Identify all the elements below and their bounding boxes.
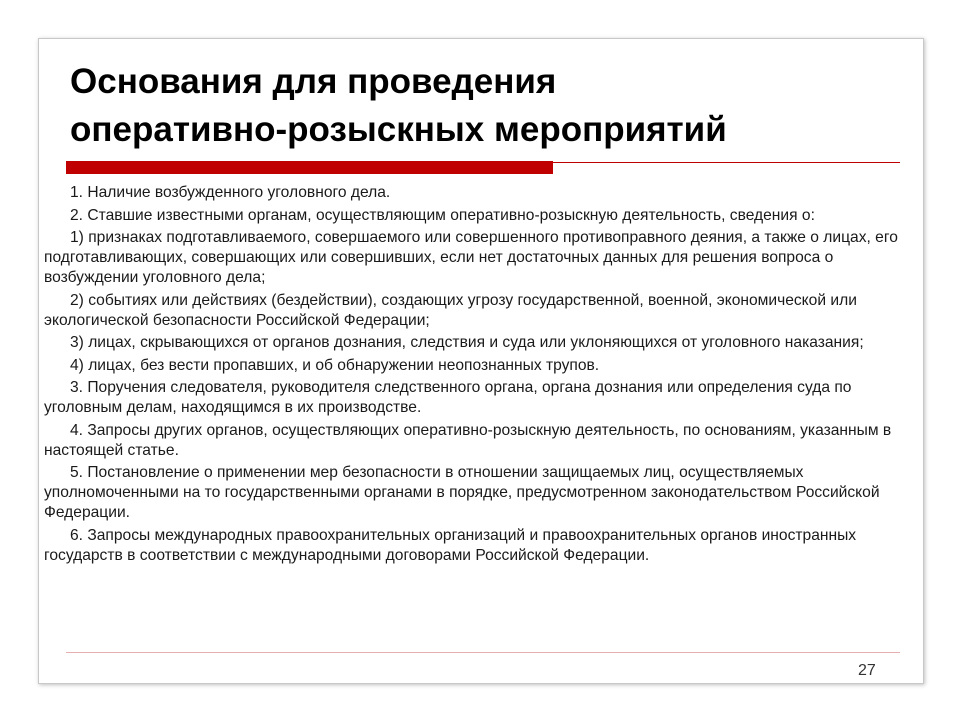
body-paragraph: 4. Запросы других органов, осуществляющих оперативно-розыскную деятельность, по основаниям, указанным в настоящей статье. — [44, 421, 892, 459]
slide-title-line-2: оперативно-розыскных мероприятий — [70, 110, 727, 149]
body-paragraph: 6. Запросы международных правоохранительных организаций и правоохранительных органов иностранных государств в соответствии с международными договорами Российской Федерации. — [44, 526, 857, 564]
footer-divider — [66, 652, 900, 653]
slide-title — [70, 58, 890, 154]
body-paragraph: 2) событиях или действиях (бездействии), создающих угрозу государственной, военной, экономической или экологической безопасности Российской Федерации; — [44, 291, 857, 329]
body-paragraph: 1) признаках подготавливаемого, совершаемого или совершенного противоправного деяния, а также о лицах, его подготавливающих, совершающих или совершивших, если нет достаточных данных для решения вопроса о возбуждении уголовного дела; — [44, 229, 898, 286]
slide-body — [44, 183, 926, 568]
title-accent-bar — [66, 161, 553, 174]
body-paragraph: 1. Наличие возбужденного уголовного дела. — [70, 184, 391, 201]
body-paragraph: 3) лицах, скрывающихся от органов дознания, следствия и суда или уклоняющихся от уголовного наказания; — [70, 334, 864, 351]
body-paragraph: 4) лицах, без вести пропавших, и об обнаружении неопознанных трупов. — [70, 356, 600, 374]
body-paragraph: 2. Ставшие известными органам, осуществляющим оперативно-розыскную деятельность, сведения о: — [70, 206, 815, 224]
body-paragraph: 3. Поручения следователя, руководителя следственного органа, органа дознания или определения суда по уголовным делам, находящимся в их производстве. — [44, 379, 852, 416]
page-number: 27 — [858, 662, 876, 679]
slide-title-line-1: Основания для проведения — [70, 62, 557, 101]
body-paragraph: 5. Постановление о применении мер безопасности в отношении защищаемых лиц, осуществляемых уполномоченными на то государственными органами в порядке, предусмотренном законодательством Российской Федерации. — [44, 464, 880, 521]
